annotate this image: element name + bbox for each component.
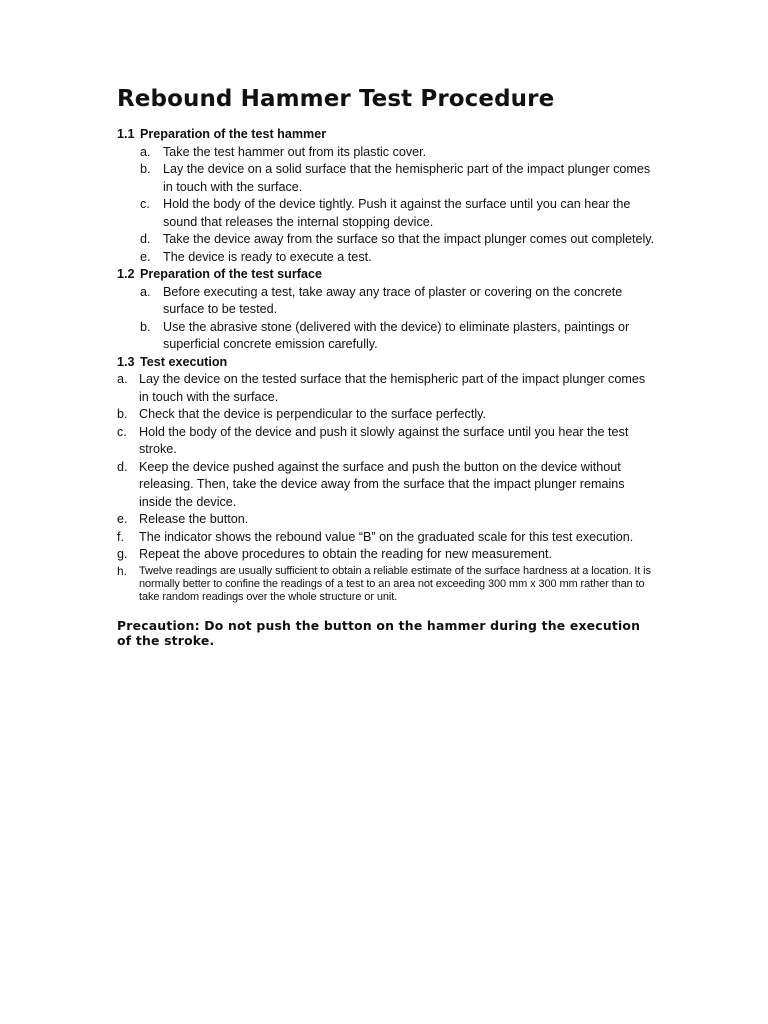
- list-item: [117, 249, 657, 267]
- section-title: Preparation of the test hammer: [140, 127, 327, 141]
- section-number: 1.2: [117, 267, 135, 281]
- list-marker: b.: [140, 162, 151, 176]
- section-number: 1.1: [117, 127, 135, 141]
- list-item: [117, 406, 657, 424]
- section-title: Test execution: [140, 354, 228, 369]
- list-item: [117, 424, 657, 459]
- section-heading: [117, 266, 657, 284]
- list-item: [117, 511, 657, 529]
- list-item: [117, 161, 657, 196]
- list-item-text: Release the button.: [139, 512, 249, 526]
- list-marker: h.: [117, 563, 128, 578]
- list-item: [117, 371, 657, 406]
- list-item: [117, 459, 657, 512]
- list-item-text: Check that the device is perpendicular to the surface perfectly.: [139, 407, 486, 421]
- list-marker: a.: [117, 372, 128, 386]
- list-marker: c.: [140, 197, 150, 211]
- list-marker: b.: [117, 407, 128, 421]
- precaution-note: Precaution: Do not push the button on the hammer during the execution of the stroke.: [117, 617, 641, 648]
- list-marker: a.: [140, 144, 151, 159]
- list-item-text: Twelve readings are usually sufficient to obtain a reliable estimate of the surface hardness at a location. It is normally better to confine the readings of a test to an area not exceeding 300 mm x 300 mm rather than to take random readings over the whole structure or unit.: [139, 564, 651, 603]
- section-number: 1.3: [117, 354, 135, 369]
- list-item: [117, 546, 657, 564]
- list-marker: b.: [140, 319, 151, 334]
- list-item-text: Lay the device on the tested surface that the hemispheric part of the impact plunger comes in touch with the surface.: [139, 372, 646, 404]
- list-item-text: Repeat the above procedures to obtain the reading for new measurement.: [139, 547, 553, 561]
- section-test-execution: [117, 354, 657, 604]
- section-test-surface: [117, 266, 657, 354]
- list-item: [117, 231, 657, 249]
- list-marker: d.: [140, 232, 151, 246]
- list-item: [117, 529, 657, 547]
- list-item-text: Lay the device on a solid surface that the hemispheric part of the impact plunger comes in touch with the surface.: [163, 162, 651, 194]
- list-item: [117, 144, 657, 162]
- section-test-hammer: [117, 126, 657, 266]
- list-item: [117, 196, 657, 231]
- list-marker: e.: [117, 512, 128, 526]
- list-marker: g.: [117, 547, 128, 561]
- list-marker: f.: [117, 529, 124, 544]
- section-heading: [117, 126, 657, 144]
- list-marker: a.: [140, 284, 151, 299]
- section-heading: [117, 354, 657, 372]
- section-title: Preparation of the test surface: [140, 267, 322, 281]
- list-item-text: Before executing a test, take away any trace of plaster or covering on the concrete surface to be tested.: [163, 284, 623, 316]
- list-item-text: The indicator shows the rebound value “B” on the graduated scale for this test execution.: [139, 529, 634, 544]
- document-page: [117, 84, 657, 648]
- list-marker: e.: [140, 249, 151, 264]
- list-marker: d.: [117, 459, 128, 474]
- list-item-text: Keep the device pushed against the surface and push the button on the device without releasing. Then, take the device away from the surface that the impact plunger remains inside the device.: [139, 459, 625, 509]
- list-item-text: The device is ready to execute a test.: [163, 249, 372, 264]
- list-item-text: Take the test hammer out from its plastic cover.: [163, 144, 427, 159]
- list-item-text: Use the abrasive stone (delivered with the device) to eliminate plasters, paintings or superficial concrete emission carefully.: [163, 319, 630, 351]
- list-item: [117, 284, 657, 319]
- document-title: Rebound Hammer Test Procedure: [117, 86, 555, 112]
- list-item-small-print: [117, 565, 657, 604]
- list-marker: c.: [117, 424, 127, 439]
- list-item-text: Take the device away from the surface so that the impact plunger comes out completely.: [163, 232, 655, 246]
- list-item-text: Hold the body of the device tightly. Push it against the surface until you can hear the sound that releases the internal stopping device.: [163, 197, 631, 229]
- list-item: [117, 319, 657, 354]
- list-item-text: Hold the body of the device and push it slowly against the surface until you hear the test stroke.: [139, 424, 629, 456]
